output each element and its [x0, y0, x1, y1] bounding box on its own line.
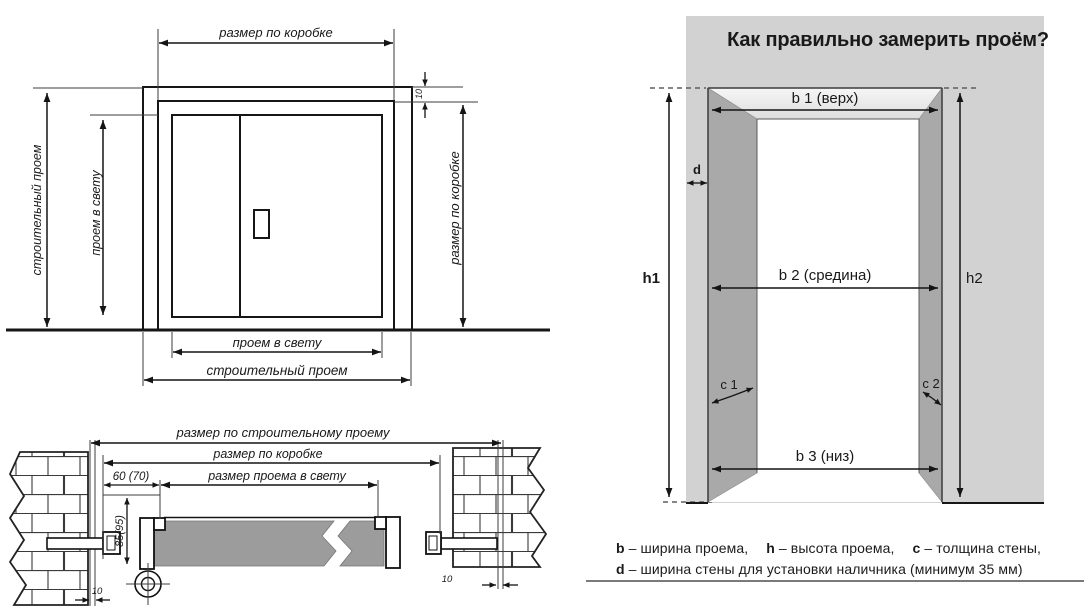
dim-jamb-width-label: 60 (70) — [112, 471, 150, 483]
dim-wall-left — [33, 88, 143, 327]
dim-frame-depth-label: 85(95) — [114, 515, 126, 547]
legend-item-c — [913, 540, 1042, 556]
lock-plate — [254, 210, 269, 238]
axis-marker — [126, 563, 170, 605]
legend-item-b — [616, 540, 748, 556]
dim-wall-left-label: строительный проем — [30, 144, 44, 276]
legend-key-d: d — [616, 561, 625, 577]
dim-h2-label: h2 — [966, 270, 983, 287]
dim-c2-label: c 2 — [922, 376, 940, 391]
dim-frame-right-label: размер по коробке — [447, 151, 462, 265]
legend-text-h: – высота проема, — [778, 540, 895, 556]
dim-b3-label: b 3 (низ) — [795, 448, 855, 465]
legend-item-h — [766, 540, 894, 556]
legend-key-h: h — [766, 540, 775, 556]
dim-h1-label: h1 — [642, 270, 660, 287]
dim-frame-top-label: размер по коробке — [219, 25, 333, 40]
dim-gap-left-label: 10 — [91, 586, 103, 597]
legend-line-2 — [616, 559, 1086, 580]
dim-section-wall-opening-label: размер по строительному проему — [176, 425, 390, 440]
legend-text-c: – толщина стены, — [924, 540, 1042, 556]
dim-gap-top-label: 10 — [414, 88, 424, 100]
legend-key-c: c — [912, 540, 921, 556]
door-leaves — [172, 115, 382, 317]
panel-title: Как правильно замерить проём? — [727, 29, 1049, 51]
legend-key-b: b — [616, 540, 625, 556]
jamb-right — [919, 88, 942, 502]
measure-panel-diagram — [642, 16, 1048, 503]
dim-clear-left-label: проем в свету — [89, 170, 103, 256]
dim-c1-label: c 1 — [720, 377, 738, 392]
door-leaf-section-left — [154, 521, 336, 566]
jamb-left — [708, 88, 757, 502]
dim-d-label: d — [693, 162, 701, 177]
wall-opening-outline — [143, 87, 412, 330]
front-view-diagram — [6, 25, 550, 386]
dim-b2-label: b 2 (средина) — [778, 267, 872, 284]
legend-text-d: – ширина стены для установки наличника (минимум 35 мм) — [628, 561, 1023, 577]
dim-section-clear-label: размер проема в свету — [208, 469, 346, 483]
dim-gap-top — [394, 72, 478, 118]
dim-gap-right-label: 10 — [441, 574, 453, 585]
legend-line-1 — [616, 538, 1086, 559]
dim-b1-label: b 1 (верх) — [791, 90, 859, 107]
dim-section-frame-label: размер по коробке — [213, 447, 323, 461]
door-frame — [158, 101, 394, 330]
legend — [616, 538, 1086, 580]
brick-wall-left — [10, 452, 88, 605]
dim-wall-bottom-label: строительный проем — [206, 363, 348, 378]
legend-text-b: – ширина проема, — [628, 540, 749, 556]
bottom-divider-rule — [586, 580, 1084, 582]
dim-clear-bottom-label: проем в свету — [232, 335, 322, 350]
section-view-diagram — [10, 425, 546, 606]
